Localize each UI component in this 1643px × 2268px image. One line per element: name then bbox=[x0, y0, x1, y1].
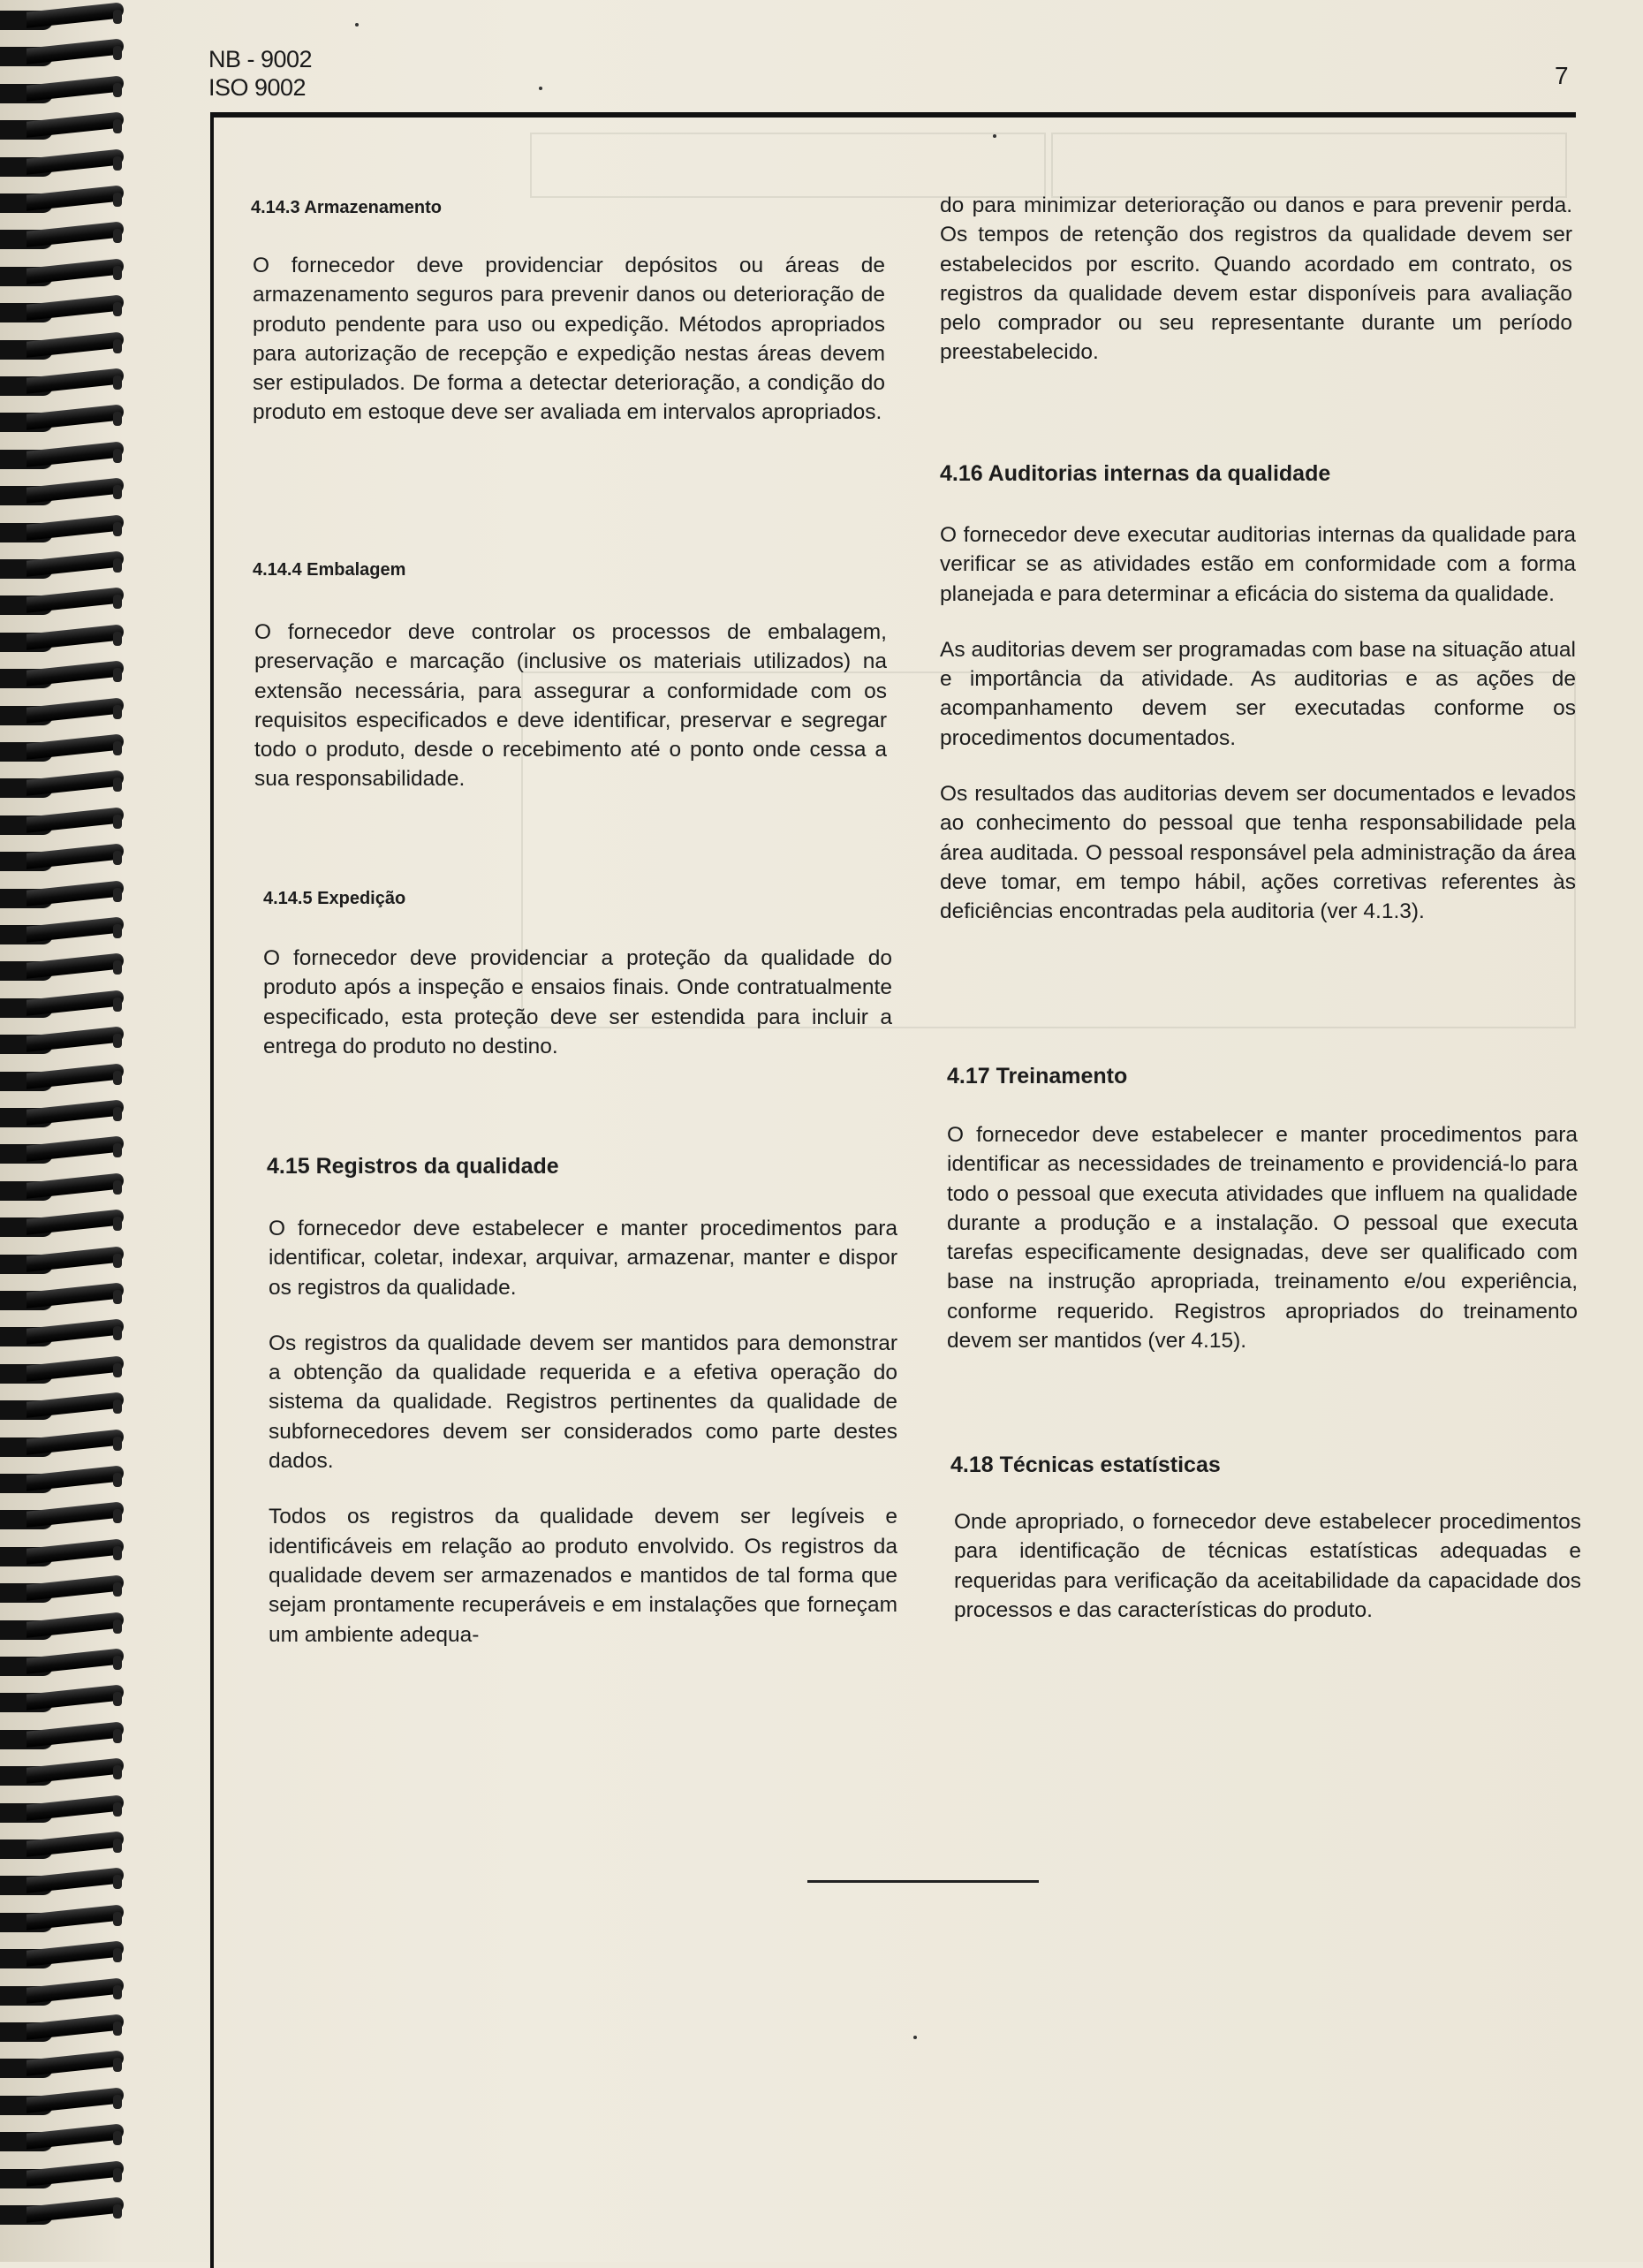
binding-ring bbox=[0, 995, 124, 1021]
section-4-14-5-body bbox=[263, 944, 892, 1061]
paragraph: As auditorias devem ser programadas com base na situação atual e importância da atividade. As auditorias e as ações de acompanhamento devem ser executadas conforme os procedimentos documentados. bbox=[940, 637, 1576, 750]
binding-ring bbox=[0, 702, 124, 729]
binding-ring bbox=[0, 7, 124, 34]
spiral-binding bbox=[0, 0, 132, 2262]
binding-ring bbox=[0, 1031, 124, 1058]
binding-ring bbox=[0, 1653, 124, 1680]
binding-ring bbox=[0, 1251, 124, 1278]
binding-ring bbox=[0, 80, 124, 107]
section-4-15-body bbox=[269, 1214, 897, 1650]
left-margin-rule bbox=[210, 112, 214, 2268]
binding-ring bbox=[0, 1983, 124, 2009]
binding-ring bbox=[0, 1506, 124, 1533]
binding-ring bbox=[0, 848, 124, 875]
binding-ring bbox=[0, 1836, 124, 1862]
binding-ring bbox=[0, 1141, 124, 1167]
binding-ring bbox=[0, 154, 124, 180]
binding-ring bbox=[0, 775, 124, 801]
heading-4-16: 4.16 Auditorias internas da qualidade bbox=[940, 461, 1331, 486]
section-4-15-continuation bbox=[940, 191, 1572, 368]
paragraph: do para minimizar deterioração ou danos e para prevenir perda. Os tempos de retenção dos registros da qualidade devem ser estabelecidos por escrito. Quando acordado em contrato, os registros da qualidade devem estar disponíveis para avaliação pelo comprador ou seu representante durante um período preestabelecido. bbox=[940, 193, 1572, 365]
binding-ring bbox=[0, 1617, 124, 1643]
heading-4-18: 4.18 Técnicas estatísticas bbox=[950, 1453, 1221, 1477]
binding-ring bbox=[0, 1544, 124, 1570]
binding-ring bbox=[0, 1689, 124, 1716]
section-4-14-4-body bbox=[254, 618, 887, 794]
binding-ring bbox=[0, 43, 124, 70]
binding-ring bbox=[0, 409, 124, 436]
heading-4-14-5: 4.14.5 Expedição bbox=[263, 889, 406, 908]
paragraph: Os resultados das auditorias devem ser documentados e levados ao conhecimento do pessoal que tenha responsabilidade pela área auditada. O pessoal responsável pela administração da área deve tomar, em tempo hábil, ações corretivas referentes às deficiências encontradas pela auditoria (ver 4.1.3). bbox=[940, 782, 1576, 924]
binding-ring bbox=[0, 117, 124, 143]
bleed-through-box bbox=[530, 133, 1046, 198]
binding-ring bbox=[0, 1324, 124, 1350]
binding-ring bbox=[0, 482, 124, 509]
binding-ring bbox=[0, 1763, 124, 1789]
binding-ring bbox=[0, 812, 124, 838]
binding-ring bbox=[0, 922, 124, 948]
heading-4-15: 4.15 Registros da qualidade bbox=[267, 1154, 559, 1179]
binding-ring bbox=[0, 1800, 124, 1826]
heading-4-17: 4.17 Treinamento bbox=[947, 1064, 1128, 1088]
binding-ring bbox=[0, 1434, 124, 1460]
binding-ring bbox=[0, 556, 124, 582]
paragraph: O fornecedor deve executar auditorias internas da qualidade para verificar se as atividades estão em conformidade com a forma planejada e para determinar a eficácia do sistema da qualidade. bbox=[940, 523, 1576, 606]
binding-ring bbox=[0, 263, 124, 290]
binding-ring bbox=[0, 337, 124, 363]
speck bbox=[355, 23, 359, 27]
binding-ring bbox=[0, 1178, 124, 1204]
binding-ring bbox=[0, 1397, 124, 1423]
binding-ring bbox=[0, 1104, 124, 1131]
binding-ring bbox=[0, 1726, 124, 1753]
header-rule bbox=[210, 112, 1576, 118]
binding-ring bbox=[0, 2202, 124, 2228]
binding-ring bbox=[0, 629, 124, 656]
binding-ring bbox=[0, 520, 124, 546]
section-4-17-body bbox=[947, 1120, 1578, 1355]
binding-ring bbox=[0, 1580, 124, 1606]
bleed-through-box bbox=[1051, 133, 1567, 198]
binding-ring bbox=[0, 446, 124, 473]
binding-ring bbox=[0, 739, 124, 765]
binding-ring bbox=[0, 1470, 124, 1497]
binding-ring bbox=[0, 2092, 124, 2119]
binding-ring bbox=[0, 1872, 124, 1899]
binding-ring bbox=[0, 885, 124, 912]
binding-ring bbox=[0, 1946, 124, 1972]
binding-ring bbox=[0, 2055, 124, 2082]
section-4-14-3-body bbox=[253, 251, 885, 428]
paragraph: O fornecedor deve providenciar depósitos ou áreas de armazenamento seguros para prevenir danos ou deterioração de produto pendente para uso ou expedição. Métodos apropriados para autorização de recepção e expedição nestas áreas devem ser estipulados. De forma a detectar deterioração, a condição do produto em estoque deve ser avaliada em intervalos apropriados. bbox=[253, 254, 885, 425]
paragraph: O fornecedor deve controlar os processos de embalagem, preservação e marcação (inclusive os materiais utilizados) na extensão necessária, para assegurar a conformidade com os requisitos especificados e deve identificar, preservar e segregar todo o produto, desde o recebimento até o ponto onde cessa a sua responsabilidade. bbox=[254, 620, 887, 792]
binding-ring bbox=[0, 190, 124, 216]
binding-ring bbox=[0, 1909, 124, 1936]
section-4-18-body bbox=[954, 1507, 1581, 1625]
binding-ring bbox=[0, 2166, 124, 2192]
paragraph: Os registros da qualidade devem ser mantidos para demonstrar a obtenção da qualidade requerida e a efetiva operação do sistema da qualidade. Registros pertinentes da qualidade de subfornecedores devem ser considerados como parte destes dados. bbox=[269, 1331, 897, 1474]
paragraph: O fornecedor deve estabelecer e manter procedimentos para identificar, coletar, indexar, arquivar, armazenar, manter e dispor os registros da qualidade. bbox=[269, 1217, 897, 1300]
paragraph: O fornecedor deve providenciar a proteção da qualidade do produto após a inspeção e ensaios finais. Onde contratualmente especificado, esta proteção deve ser estendida para incluir a entrega do produto no destino. bbox=[263, 946, 892, 1058]
binding-ring bbox=[0, 1214, 124, 1240]
speck bbox=[539, 87, 542, 90]
heading-4-14-3: 4.14.3 Armazenamento bbox=[251, 198, 443, 217]
page-number: 7 bbox=[1555, 62, 1569, 89]
paragraph: Onde apropriado, o fornecedor deve estabelecer procedimentos para identificação de técnicas estatísticas adequadas e requeridas para verificação da aceitabilidade da capacidade dos processos e das características do produto. bbox=[954, 1510, 1581, 1622]
binding-ring bbox=[0, 2128, 124, 2155]
binding-ring bbox=[0, 2019, 124, 2045]
binding-ring bbox=[0, 958, 124, 984]
standard-code-nb: NB - 9002 bbox=[208, 46, 313, 72]
paragraph: Todos os registros da qualidade devem ser legíveis e identificáveis em relação ao produto envolvido. Os registros da qualidade devem ser armazenados e mantidos de tal forma que sejam prontamente recuperáveis e em instalações que forneçam um ambiente adequa- bbox=[269, 1505, 897, 1647]
standard-code-iso: ISO 9002 bbox=[208, 74, 307, 101]
footnote-rule bbox=[807, 1880, 1039, 1883]
binding-ring bbox=[0, 665, 124, 692]
speck bbox=[913, 2036, 917, 2039]
paragraph: O fornecedor deve estabelecer e manter procedimentos para identificar as necessidades de treinamento e providenciá-lo para todo o pessoal que executa atividades que influem na qualidade durante a produção e a instalação. O pessoal que executa tarefas especificamente designadas, deve ser qualificado com base na instrução apropriada, treinamento e/ou experiência, conforme requerido. Registros apropriados do treinamento devem ser mantidos (ver 4.15). bbox=[947, 1123, 1578, 1354]
binding-ring bbox=[0, 592, 124, 618]
speck bbox=[993, 134, 996, 138]
binding-ring bbox=[0, 373, 124, 399]
binding-ring bbox=[0, 300, 124, 326]
binding-ring bbox=[0, 226, 124, 253]
heading-4-14-4: 4.14.4 Embalagem bbox=[253, 560, 406, 580]
binding-ring bbox=[0, 1068, 124, 1095]
binding-ring bbox=[0, 1287, 124, 1314]
binding-ring bbox=[0, 1361, 124, 1387]
section-4-16-body bbox=[940, 520, 1576, 927]
